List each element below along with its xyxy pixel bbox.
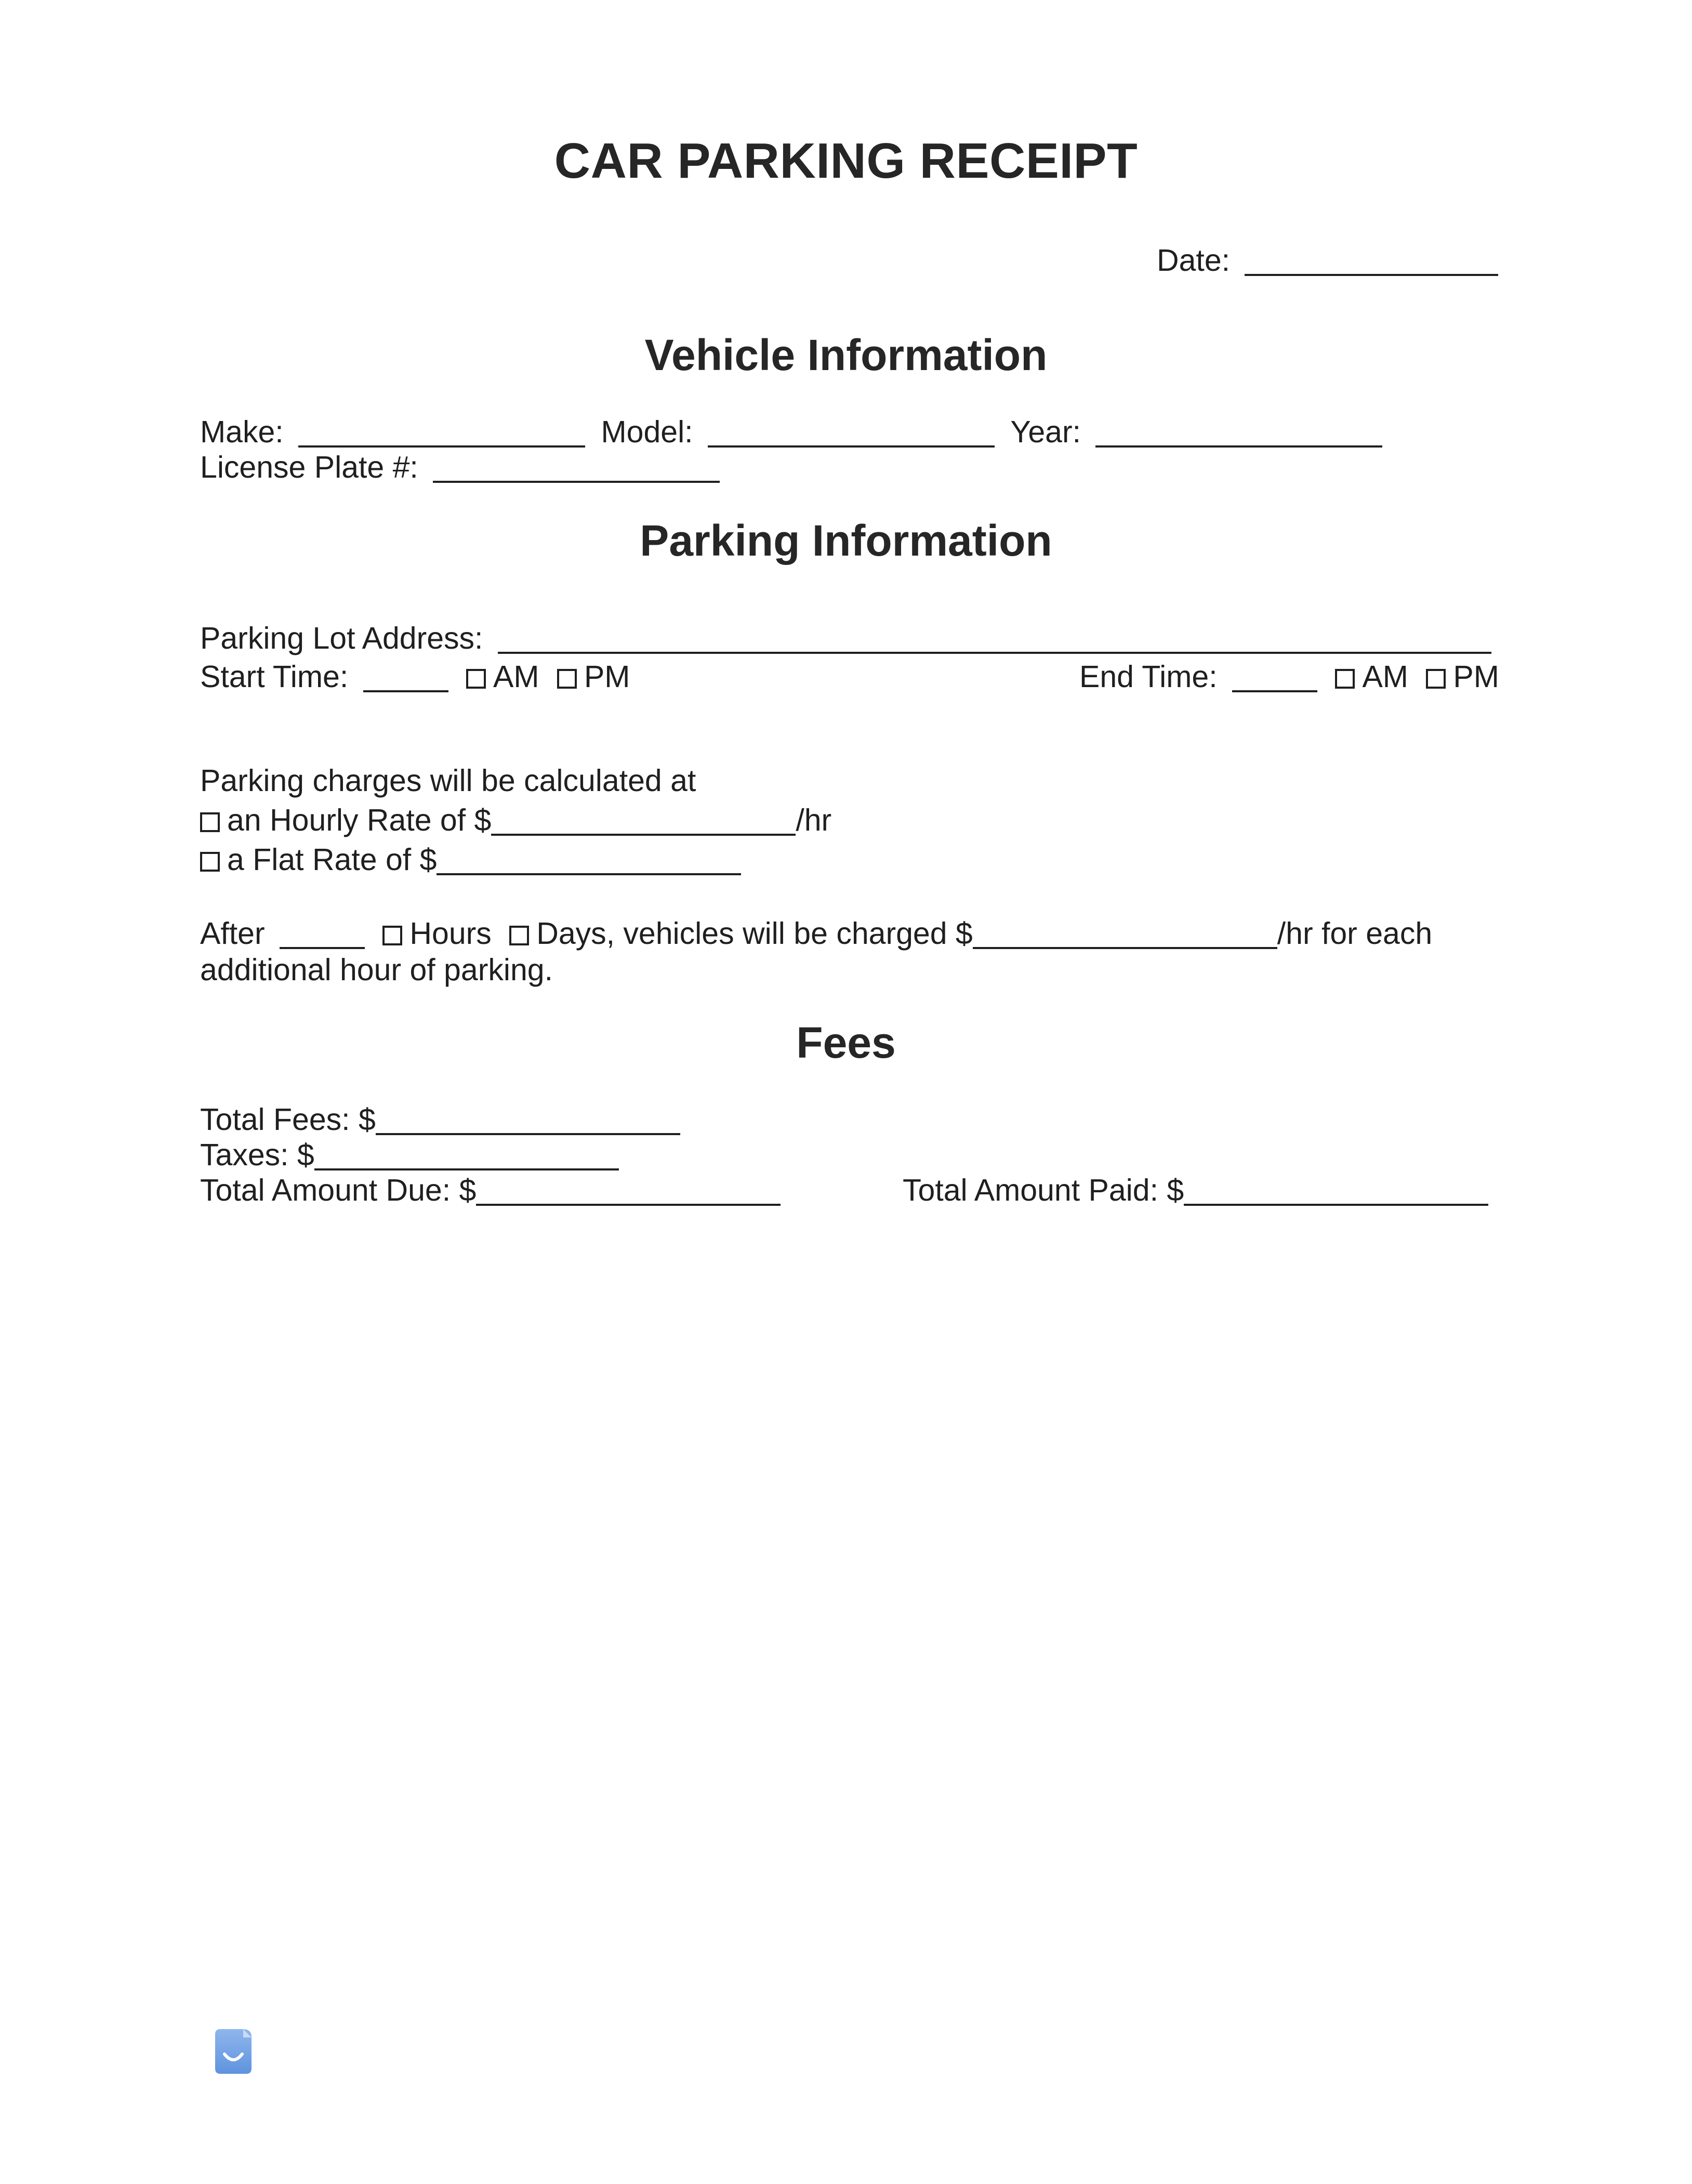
after-suffix: /hr for each — [1277, 916, 1433, 951]
address-field[interactable] — [498, 622, 1491, 654]
end-am-label: AM — [1362, 660, 1408, 694]
total-paid-label: Total Amount Paid: $ — [903, 1173, 1184, 1207]
flat-rate-field[interactable] — [437, 843, 741, 875]
start-time-label: Start Time: — [200, 660, 349, 694]
end-time-label: End Time: — [1079, 660, 1218, 694]
end-time-row — [1079, 658, 1499, 695]
days-checkbox[interactable] — [509, 926, 529, 945]
model-label: Model: — [601, 415, 693, 449]
total-due-row — [200, 1172, 781, 1209]
hourly-rate-checkbox[interactable] — [200, 812, 220, 832]
hourly-rate-field[interactable] — [491, 804, 796, 836]
additional-charge-line-2: additional hour of parking. — [200, 953, 553, 987]
year-field[interactable] — [1095, 415, 1382, 448]
date-row — [1157, 242, 1498, 279]
taxes-field[interactable] — [314, 1138, 619, 1170]
end-time-field[interactable] — [1232, 660, 1317, 692]
plate-field[interactable] — [433, 451, 720, 483]
end-pm-label: PM — [1453, 660, 1499, 694]
after-duration-field[interactable] — [280, 917, 365, 949]
date-field[interactable] — [1245, 244, 1498, 276]
flat-rate-label: a Flat Rate of $ — [227, 843, 437, 877]
page-title: CAR PARKING RECEIPT — [554, 133, 1138, 189]
flat-rate-row — [200, 841, 741, 878]
vehicle-row-2 — [200, 449, 720, 486]
end-am-checkbox[interactable] — [1335, 669, 1355, 689]
start-am-checkbox[interactable] — [466, 669, 486, 689]
year-label: Year: — [1010, 415, 1081, 449]
charges-intro: Parking charges will be calculated at — [200, 764, 696, 798]
address-label: Parking Lot Address: — [200, 621, 483, 655]
hourly-rate-suffix: /hr — [796, 803, 832, 837]
hourly-rate-row — [200, 801, 831, 839]
brand-logo-icon — [213, 2027, 254, 2076]
taxes-label: Taxes: $ — [200, 1138, 314, 1172]
hours-checkbox[interactable] — [382, 926, 402, 945]
additional-rate-field[interactable] — [973, 917, 1277, 949]
plate-label: License Plate #: — [200, 450, 418, 484]
make-field[interactable] — [298, 415, 585, 448]
total-due-field[interactable] — [476, 1174, 781, 1206]
taxes-row — [200, 1136, 619, 1174]
fees-heading: Fees — [796, 1018, 896, 1067]
end-pm-checkbox[interactable] — [1426, 669, 1446, 689]
start-time-field[interactable] — [363, 660, 448, 692]
hours-label: Hours — [409, 916, 492, 951]
hourly-rate-label: an Hourly Rate of $ — [227, 803, 492, 837]
total-paid-row — [903, 1172, 1488, 1209]
start-am-label: AM — [493, 660, 539, 694]
date-label: Date: — [1157, 243, 1231, 278]
total-fees-label: Total Fees: $ — [200, 1102, 376, 1137]
flat-rate-checkbox[interactable] — [200, 852, 220, 872]
total-fees-field[interactable] — [376, 1103, 680, 1135]
vehicle-heading: Vehicle Information — [644, 331, 1048, 379]
total-paid-field[interactable] — [1184, 1174, 1488, 1206]
start-time-row — [200, 658, 630, 695]
model-field[interactable] — [708, 415, 995, 448]
additional-charge-row — [200, 915, 1432, 952]
days-label: Days, vehicles will be charged $ — [536, 916, 973, 951]
make-label: Make: — [200, 415, 284, 449]
total-fees-row — [200, 1101, 680, 1138]
after-label: After — [200, 916, 265, 951]
address-row — [200, 620, 1491, 657]
total-due-label: Total Amount Due: $ — [200, 1173, 477, 1207]
start-pm-checkbox[interactable] — [557, 669, 577, 689]
start-pm-label: PM — [584, 660, 630, 694]
vehicle-row-1 — [200, 413, 1382, 451]
parking-heading: Parking Information — [640, 516, 1052, 565]
